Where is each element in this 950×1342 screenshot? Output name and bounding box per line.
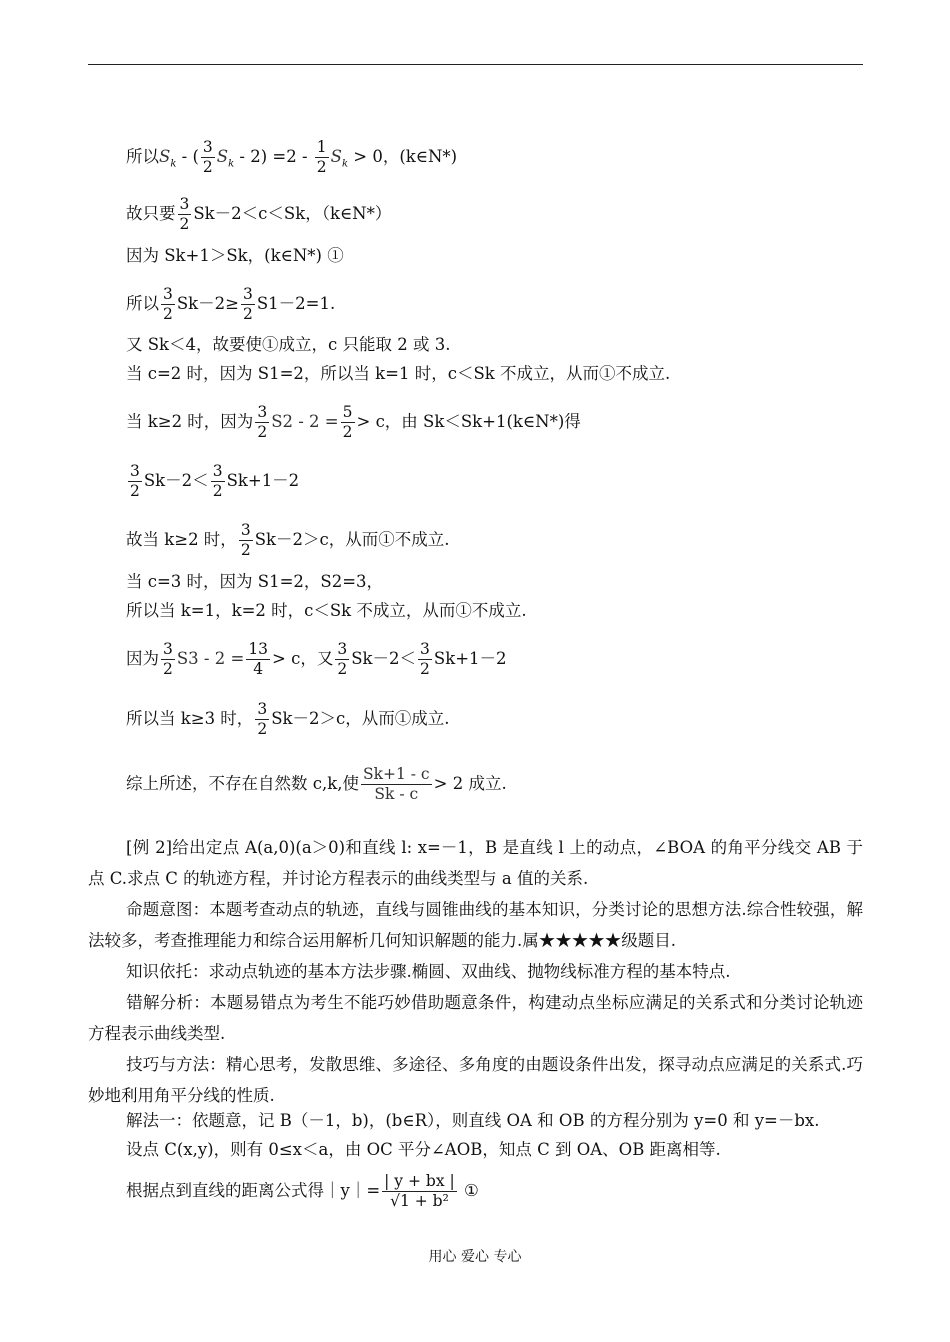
text: 因为	[126, 649, 159, 668]
fraction	[246, 640, 270, 679]
line-2	[126, 195, 391, 234]
text: 错解分析：本题易错点为考生不能巧妙借助题意条件，构建动点坐标应满足的关系式和分类讨论轨迹方程表示曲线类型.	[88, 993, 863, 1043]
text: Sk－2＞c，从而①成立.	[271, 709, 450, 728]
line-13	[126, 700, 449, 739]
fraction	[128, 462, 142, 501]
text: Sk－2＜	[143, 471, 209, 490]
fraction	[255, 403, 269, 442]
fraction	[418, 640, 432, 679]
text: 解法一：依题意，记 B（－1，b)，(b∈R），则直线 OA 和 OB 的方程分别为 y=0 和 y=－bx.	[126, 1111, 820, 1130]
text: Sk+1－2	[433, 649, 507, 668]
numerator: 3	[257, 403, 268, 421]
numerator: 3	[420, 640, 430, 658]
text: > 2 成立.	[433, 774, 507, 793]
fraction	[361, 765, 432, 804]
numerator: | y + bx |	[384, 1172, 455, 1190]
line-10: 当 c=3 时，因为 S1=2，S2=3，	[126, 572, 384, 591]
fraction	[315, 138, 329, 177]
text: 根据点到直线的距离公式得｜y｜=	[126, 1181, 381, 1200]
header-rule	[88, 64, 863, 65]
text: > 0，(k∈N*)	[348, 147, 458, 166]
text: - 2) =2 -	[234, 147, 313, 166]
numerator: 3	[240, 521, 251, 539]
numerator: 3	[212, 462, 223, 480]
line-distance-formula	[126, 1172, 479, 1211]
page-footer: 用心 爱心 专心	[428, 1249, 522, 1265]
text: 命题意图：本题考查动点的轨迹，直线与圆锥曲线的基本知识，分类讨论的思想方法.综合性较强，解法较多，考查推理能力和综合运用解析几何知识解题的能力.属★★★★★级题目.	[88, 900, 863, 950]
numerator: 3	[179, 195, 190, 213]
paragraph-technique	[88, 1049, 863, 1111]
text: 当 k≥2 时，因为	[126, 412, 254, 431]
denominator: 2	[420, 660, 430, 678]
denominator: 2	[179, 215, 190, 233]
text: [例 2]给出定点 A(a,0)(a＞0)和直线 l: x=－1，B 是直线 l 上的动点，∠BOA 的角平分线交 AB 于点 C.求点 C 的轨迹方程，并讨论方程表示的曲线类型与 a 值的关系.	[88, 838, 863, 888]
fraction	[382, 1172, 457, 1211]
denominator: 2	[243, 305, 253, 323]
line-5: 又 Sk＜4，故要使①成立，c 只能取 2 或 3.	[126, 335, 451, 354]
line-6: 当 c=2 时，因为 S1=2，所以当 k=1 时，c＜Sk 不成立，从而①不成立.	[126, 364, 671, 383]
line-11: 所以当 k=1，k=2 时，c＜Sk 不成立，从而①不成立.	[126, 601, 527, 620]
denominator: 2	[163, 305, 173, 323]
text: Sk－2＞c，从而①不成立.	[254, 530, 450, 549]
text: S3 - 2 =	[176, 649, 245, 668]
text: k	[341, 158, 349, 170]
line-14	[126, 765, 507, 804]
text: ①	[458, 1181, 479, 1200]
text: k	[170, 158, 177, 170]
numerator: 3	[163, 285, 173, 303]
text: S	[159, 147, 171, 166]
fraction	[255, 700, 269, 739]
paragraph-error-analysis	[88, 987, 863, 1049]
numerator: 5	[342, 403, 353, 421]
fraction	[211, 462, 225, 501]
text: 综上所述，不存在自然数 c,k,使	[126, 774, 359, 793]
line-3: 因为 Sk+1＞Sk，(k∈N*) ①	[126, 246, 344, 265]
line-8	[126, 462, 299, 501]
line-12	[126, 640, 507, 679]
fraction	[241, 285, 255, 324]
paragraph-solution-1	[88, 1105, 863, 1136]
paragraph-point-c	[88, 1134, 863, 1165]
denominator: 2	[316, 158, 327, 176]
text: Sk+1－2	[226, 471, 300, 490]
text: 故当 k≥2 时，	[126, 530, 237, 549]
text: 故只要	[126, 204, 176, 223]
denominator: √1 + b²	[390, 1192, 449, 1210]
line-9	[126, 521, 449, 560]
text: - (	[176, 147, 199, 166]
denominator: 2	[130, 482, 140, 500]
denominator: 4	[253, 660, 264, 678]
numerator: 3	[202, 138, 213, 156]
numerator: 3	[337, 640, 348, 658]
denominator: 2	[342, 423, 353, 441]
fraction	[178, 195, 192, 234]
fraction	[161, 285, 175, 324]
numerator: 3	[257, 700, 268, 718]
numerator: 3	[163, 640, 173, 658]
fraction	[239, 521, 253, 560]
text: S	[330, 147, 342, 166]
text: S1－2=1.	[256, 294, 336, 313]
denominator: 2	[163, 660, 173, 678]
text: 所以当 k≥3 时，	[126, 709, 254, 728]
denominator: 2	[212, 482, 223, 500]
numerator: 3	[243, 285, 253, 303]
text: k	[228, 158, 235, 170]
line-7	[126, 403, 581, 442]
text: 所以	[126, 294, 159, 313]
numerator: 13	[248, 640, 269, 658]
denominator: 2	[257, 423, 268, 441]
denominator: 2	[240, 541, 251, 559]
text: > c，又	[272, 649, 334, 668]
text: > c，由 Sk＜Sk+1(k∈N*)得	[356, 412, 581, 431]
paragraph-knowledge	[88, 956, 863, 987]
text: Sk－2≥	[176, 294, 239, 313]
denominator: 2	[337, 660, 348, 678]
fraction	[341, 403, 355, 442]
paragraph-intent	[88, 894, 863, 956]
text: 技巧与方法：精心思考，发散思维、多途径、多角度的由题设条件出发，探寻动点应满足的关系式.巧妙地利用角平分线的性质.	[88, 1055, 863, 1105]
fraction	[201, 138, 215, 177]
text: Sk－2＜	[351, 649, 417, 668]
text: 设点 C(x,y)，则有 0≤x＜a，由 OC 平分∠AOB，知点 C 到 OA、OB 距离相等.	[126, 1140, 721, 1159]
denominator: Sk - c	[374, 785, 419, 803]
text: 知识依托：求动点轨迹的基本方法步骤.椭圆、双曲线、抛物线标准方程的基本特点.	[126, 962, 731, 981]
text: S2 - 2 =	[271, 412, 339, 431]
line-1	[126, 138, 457, 177]
numerator: 3	[130, 462, 140, 480]
line-4	[126, 285, 335, 324]
denominator: 2	[257, 720, 268, 738]
text: Sk－2＜c＜Sk，（k∈N*）	[193, 204, 392, 223]
paragraph-example-2	[88, 832, 863, 894]
denominator: 2	[202, 158, 213, 176]
text: S	[216, 147, 229, 166]
numerator: Sk+1 - c	[362, 765, 430, 783]
fraction	[161, 640, 175, 679]
numerator: 1	[316, 138, 327, 156]
text: 所以	[126, 147, 159, 166]
fraction	[335, 640, 349, 679]
